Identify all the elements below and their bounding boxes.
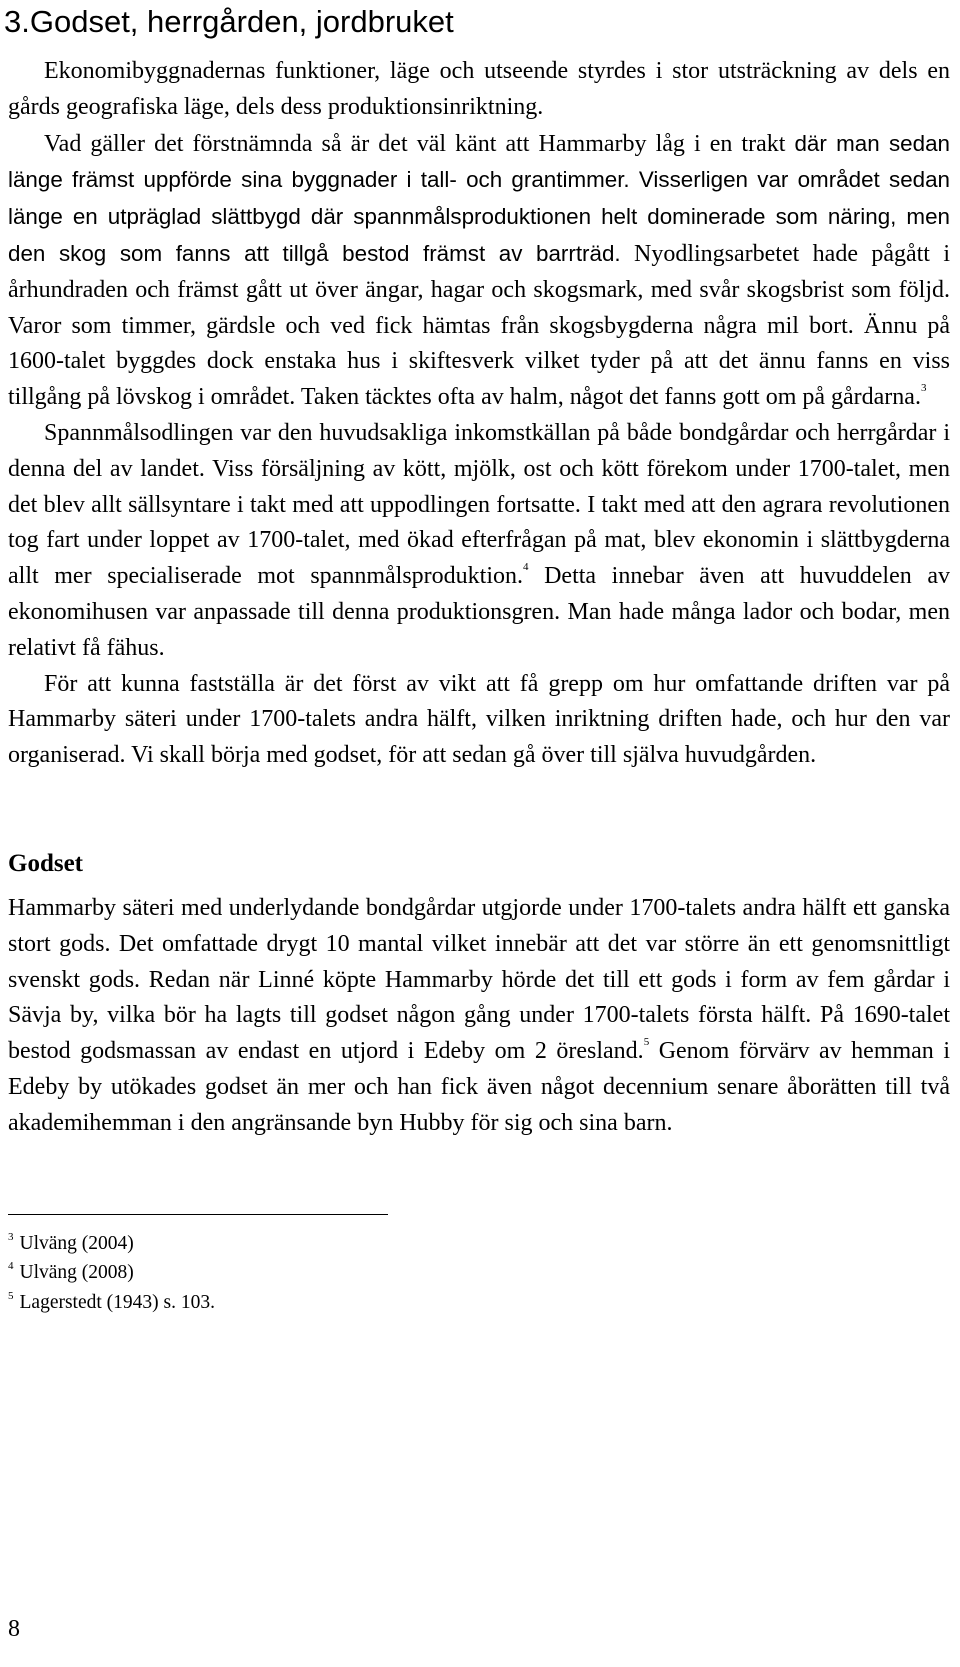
footnote-text: Ulväng (2004) [19, 1232, 134, 1254]
intro-paragraph-3-text-a: Spannmålsodlingen var den huvudsakliga inkomstkällan på både bondgårdar och herrgårdar i denna del av landet. Viss försäljning av kött, mjölk, ost och kött förekom under 1700-talet, men det blev allt sällsyntare i takt med att uppodlingen fortsatte. I takt med att den agrara revolutionen tog fart under loppet av 1700-talet, med ökad efterfrågan på mat, blev ekonomin i slättbygderna allt mer specialiserade mot spannmålsproduktion. [8, 419, 950, 590]
intro-paragraph-2 [8, 126, 950, 416]
footnote-ref-4[interactable]: 4 [522, 561, 529, 574]
footnote-item [8, 1229, 950, 1259]
chapter-title: 3.Godset, herrgården, jordbruket [4, 4, 454, 39]
section-paragraph-text-b: Genom förvärv av hemman i Edeby by utökades godset än mer och han fick även något decennium senare åborätten till två akademihemman i den angränsande byn Hubby för sig och sina barn. [8, 1038, 950, 1136]
footnote-divider [8, 1214, 388, 1215]
footnote-number: 4 [8, 1260, 14, 1273]
footnote-item [8, 1288, 950, 1318]
intro-paragraph-3-text-b: Detta innebar även att huvuddelen av ekonomihusen var anpassade till denna produktionsgren. Man hade många lador och bodar, men relativt få fähus. [8, 563, 950, 661]
intro-paragraph-2-text-b: Nyodlingsarbetet hade pågått i århundraden och främst gått ut över ängar, hagar och skogsmark, med svår skogsbrist som följd. Varor som timmer, gärdsle och ved fick hämtas från skogsbygderna några mil bort. Ännu på 1600-talet byggdes dock enstaka hus i skiftesverk vilket tyder på att det ännu fanns en viss tillgång på lövskog i området. Taken täcktes ofta av halm, något det fanns gott om på gårdarna. [8, 240, 951, 411]
document-page [4, 0, 951, 1317]
intro-paragraph-2-text-a: Vad gäller det förstnämnda så är det väl känt att Hammarby låg i en trakt [44, 130, 786, 157]
intro-paragraph-3 [8, 416, 950, 667]
intro-paragraph-1 [8, 54, 950, 126]
footnote-item [8, 1258, 950, 1288]
footnote-number: 5 [8, 1289, 14, 1302]
section-paragraph-text-a: Hammarby säteri med underlydande bondgårdar utgjorde under 1700-talets andra hälft ett ganska stort gods. Det omfattade drygt 10 mantal vilket innebär att det var större än ett genomsnittligt svenskt gods. Redan när Linné köpte Hammarby hörde det till ett gods i form av fem gårdar i Sävja by, vilka bör ha lagts till godset någon gång under 1700-talets första hälft. På 1690-talet bestod godsmassan av endast en utjord i Edeby om 2 öresland. [8, 894, 950, 1065]
footnote-text: Lagerstedt (1943) s. 103. [19, 1291, 215, 1313]
intro-paragraph-2-text-sans: där man sedan länge främst uppförde sina byggnader i tall- och grantimmer. Visserligen var området sedan länge en utpräglad slättbygd där spannmålsproduktionen helt dominerade som näring, men den skog som fanns att tillgå bestod främst av barrträd. [8, 130, 950, 266]
footnotes [8, 1229, 950, 1318]
footnote-ref-3[interactable]: 3 [920, 382, 927, 395]
page-number: 8 [8, 1616, 20, 1642]
intro-paragraph-4: För att kunna fastställa är det först av vikt att få grepp om hur omfattande driften var på Hammarby säteri under 1700-talets andra hälft, vilken inriktning driften hade, och hur den var organiserad. Vi skall börja med godset, för att sedan gå över till själva huvudgården. [8, 670, 950, 769]
section-paragraph [8, 891, 950, 1142]
footnote-text: Ulväng (2008) [19, 1262, 134, 1284]
footnote-ref-5[interactable]: 5 [643, 1036, 650, 1049]
section-heading: Godset [8, 849, 83, 877]
footnote-number: 3 [8, 1230, 14, 1243]
intro-paragraph-1-text: Ekonomibyggnadernas funktioner, läge och utseende styrdes i stor utsträckning av dels en gårds geografiska läge, dels dess produktionsinriktning. [8, 58, 950, 120]
